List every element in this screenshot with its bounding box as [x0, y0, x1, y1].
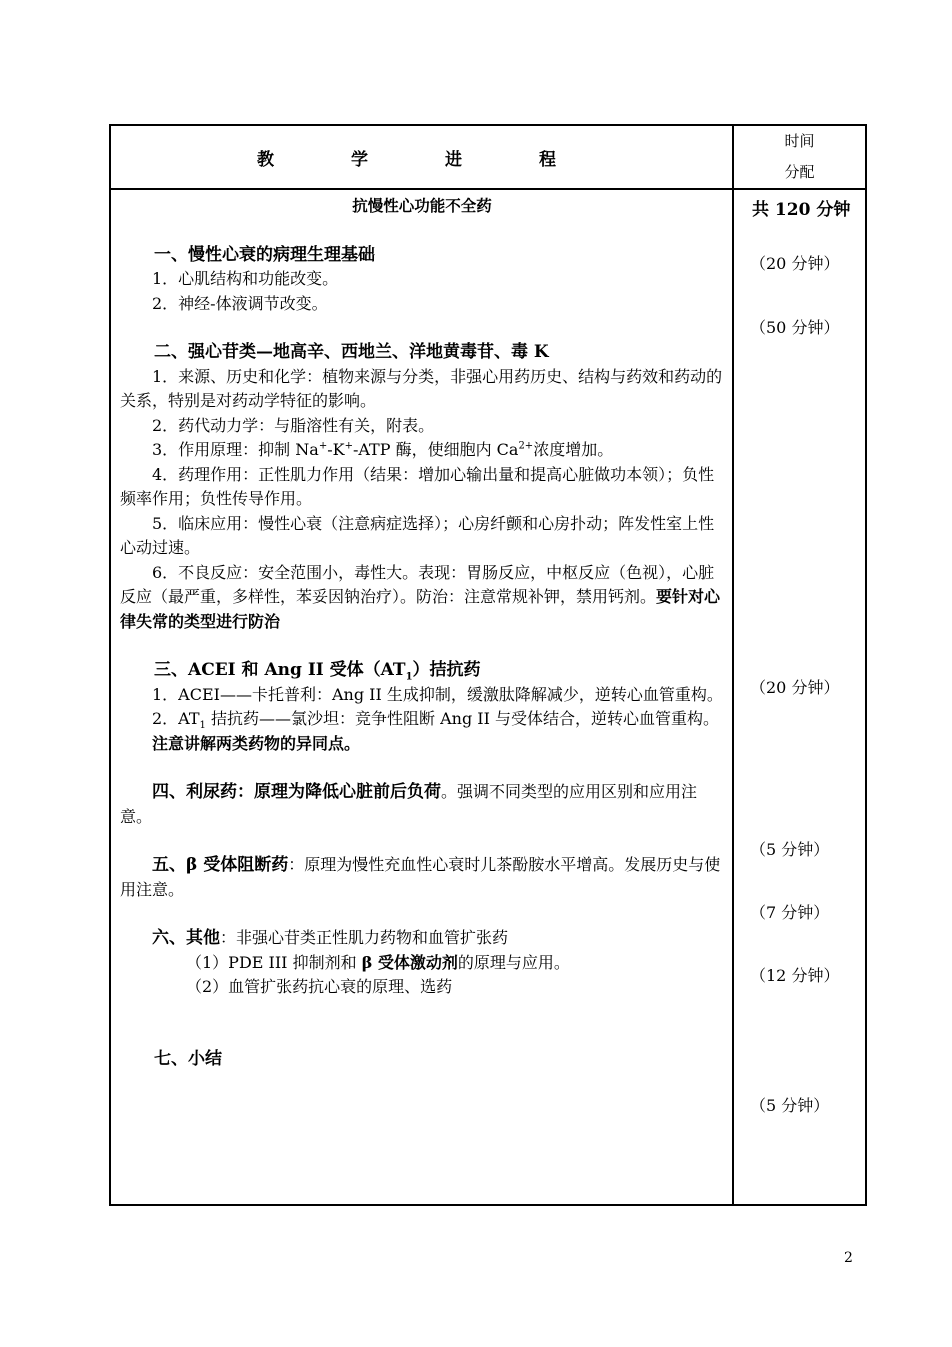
total-time: 共 120 分钟 [752, 200, 851, 220]
time-cell [733, 189, 866, 1205]
lecture-title: 抗慢性心功能不全药 [352, 196, 492, 215]
content-cell [110, 189, 733, 1205]
section-2-item-2: 2．药代动力学：与脂溶性有关，附表。 [152, 415, 435, 435]
section-3-item-2: 2．$AT_1$ 拮抗药——氯沙坦：竞争性阻断 Ang II 与受体结合，逆转心血管重构。 [152, 709, 720, 732]
section-6-sub-1: （1）PDE III 抑制剂和 β 受体激动剂的原理与应用。 [186, 952, 570, 972]
section-1-heading: 一、慢性心衰的病理生理基础 [154, 244, 375, 265]
section-3-time: （20 分钟） [750, 678, 840, 697]
section-4-paragraph: 四、利尿药：原理为降低心脏前后负荷。强调不同类型的应用区别和应用注意。 [120, 782, 698, 826]
section-2-item-5: 5．临床应用：慢性心衰（注意病症选择）；心房纤颤和心房扑动；阵发性室上性心动过速。 [120, 513, 715, 557]
section-4-heading: 四、利尿药：原理为降低心脏前后负荷 [152, 782, 441, 802]
time-header [733, 125, 866, 189]
section-5-paragraph: 五、β 受体阻断药：原理为慢性充血性心衰时儿茶酚胺水平增高。发展历史与使用注意。 [120, 855, 721, 899]
section-2-item-3: 3．作用原理：抑制 Na+-K+-ATP 酶，使细胞内 $Ca^{2+}$浓度增加。 [152, 440, 614, 459]
section-6-sub-2: （2）血管扩张药抗心衰的原理、选药 [186, 977, 453, 996]
section-2-time: （50 分钟） [750, 318, 840, 337]
section-2-item-4: 4．药理作用：正性肌力作用（结果：增加心输出量和提高心脏做功本领）；负性频率作用；负性传导作用。 [120, 464, 715, 508]
section-6-paragraph: 六、其他：非强心苷类正性肌力药物和血管扩张药 [152, 928, 509, 948]
teaching-plan-table [109, 124, 867, 1206]
section-4-time: （5 分钟） [750, 840, 830, 859]
section-3-heading: 三、ACEI 和 Ang II 受体$(AT_1)$拮抗药 [154, 660, 481, 683]
section-2-item-1: 1．来源、历史和化学：植物来源与分类，非强心用药历史、结构与药效和药动的关系，特别是对药动学特征的影响。 [120, 366, 723, 410]
section-1-time: （20 分钟） [750, 254, 840, 273]
section-5-heading: 五、β 受体阻断药 [152, 855, 289, 875]
progress-header: 教 学 进 程 [110, 125, 733, 189]
time-header-line1: 时间 [784, 132, 815, 150]
section-6-sub-1-emphasis: β 受体激动剂 [361, 952, 458, 972]
section-6-heading: 六、其他 [152, 928, 220, 948]
section-7-time: （5 分钟） [750, 1096, 830, 1115]
section-3-note: 注意讲解两类药物的异同点。 [152, 733, 361, 753]
section-6-time: （12 分钟） [750, 966, 840, 985]
section-2-item-6: 6．不良反应：安全范围小，毒性大。表现：胃肠反应，中枢反应（色视），心脏反应（最严重，多样性，苯妥因钠治疗）。防治：注意常规补钾，禁用钙剂。要针对心律失常的类型进行防治 [120, 562, 721, 631]
table-body-row [110, 189, 866, 1205]
section-5-time: （7 分钟） [750, 903, 830, 922]
section-7-heading: 七、小结 [154, 1048, 222, 1069]
section-2-heading: 二、强心苷类—地高辛、西地兰、洋地黄毒苷、毒 K [154, 342, 549, 362]
section-3-item-1: 1．ACEI——卡托普利：Ang II 生成抑制，缓激肽降解减少，逆转心血管重构。 [152, 684, 723, 704]
table-header-row [110, 125, 866, 189]
section-2-item-6-emphasis: 要针对心律失常的类型进行防治 [120, 587, 721, 631]
page-number: 2 [844, 1250, 853, 1266]
section-1-item-2: 2．神经-体液调节改变。 [152, 293, 328, 313]
section-1-item-1: 1．心肌结构和功能改变。 [152, 269, 339, 288]
time-header-line2: 分配 [784, 163, 815, 181]
